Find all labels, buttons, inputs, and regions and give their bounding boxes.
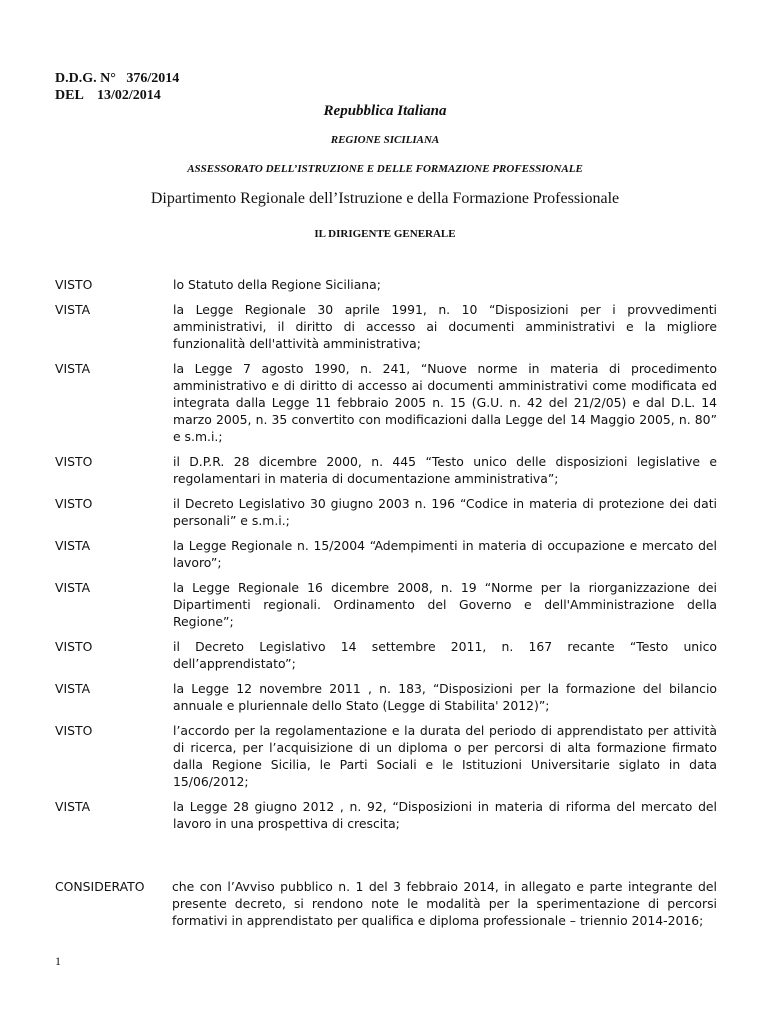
- republic-heading: Repubblica Italiana: [323, 103, 447, 119]
- preamble-label: VISTA: [55, 361, 91, 376]
- director-heading: IL DIRIGENTE GENERALE: [314, 228, 456, 240]
- preamble-item: [55, 798, 717, 832]
- region-heading: REGIONE SICILIANA: [330, 134, 440, 146]
- page-number: 1: [55, 954, 61, 968]
- considerato-label: CONSIDERATO: [55, 879, 145, 894]
- preamble-label: VISTA: [55, 681, 91, 696]
- preamble-item: [55, 680, 717, 714]
- preamble-label: VISTO: [55, 639, 93, 654]
- preamble-item: [55, 276, 717, 293]
- preamble-text: il Decreto Legislativo 30 giugno 2003 n. 196 “Codice in materia di protezione dei dati personali” e s.m.i.;: [173, 496, 717, 528]
- preamble-item: [55, 537, 717, 571]
- preamble-label: VISTA: [55, 799, 91, 814]
- department-heading: Dipartimento Regionale dell’Istruzione e della Formazione Professionale: [150, 190, 620, 207]
- preamble-text: l’accordo per la regolamentazione e la durata del periodo di apprendistato per attività di ricerca, per l’acquisizione di un diploma o per percorsi di alta formazione firmato dalla Regione Sicilia, le Parti Sociali e le Istituzioni Universitarie siglato in data 15/06/2012;: [173, 723, 717, 789]
- decree-number: D.D.G. N° 376/2014: [55, 71, 180, 86]
- considerato-text: che con l’Avviso pubblico n. 1 del 3 febbraio 2014, in allegato e parte integrante del presente decreto, si rendono note le modalità per la sperimentazione di percorsi formativi in apprendistato per qualifica e diploma professionale – triennio 2014-2016;: [172, 879, 717, 928]
- preamble-text: il Decreto Legislativo 14 settembre 2011, n. 167 recante “Testo unico dell’apprendistato”;: [173, 639, 717, 671]
- assessorato-heading: ASSESSORATO DELL’ISTRUZIONE E DELLE FORMAZIONE PROFESSIONALE: [187, 163, 583, 175]
- preamble-label: VISTA: [55, 302, 91, 317]
- preamble-label: VISTA: [55, 538, 91, 553]
- preamble-label: VISTO: [55, 496, 93, 511]
- preamble-item: [55, 495, 717, 529]
- preamble-item: [55, 360, 717, 445]
- preamble-label: VISTO: [55, 454, 93, 469]
- preamble-text: la Legge 12 novembre 2011 , n. 183, “Disposizioni per la formazione del bilancio annuale e pluriennale dello Stato (Legge di Stabilita' 2012)”;: [173, 681, 717, 713]
- preamble-item: [55, 301, 717, 352]
- preamble-text: la Legge 7 agosto 1990, n. 241, “Nuove norme in materia di procedimento amministrativo e di diritto di accesso ai documenti amministrativi come modificata ed integrata dalla Legge 11 febbraio 2005 n. 15 (G.U. n. 42 del 21/2/05) e dal D.L. 14 marzo 2005, n. 35 convertito con modificazioni dalla Legge del 14 Maggio 2005, n. 80” e s.m.i.;: [173, 361, 717, 444]
- considerato-item: [55, 878, 717, 929]
- preamble-item: [55, 453, 717, 487]
- decree-date: DEL 13/02/2014: [55, 88, 161, 103]
- preamble-label: VISTA: [55, 580, 91, 595]
- preamble-item: [55, 722, 717, 790]
- preamble-item: [55, 638, 717, 672]
- preamble-text: la Legge 28 giugno 2012 , n. 92, “Disposizioni in materia di riforma del mercato del lavoro in una prospettiva di crescita;: [173, 799, 717, 831]
- preamble-label: VISTO: [55, 723, 93, 738]
- preamble-text: lo Statuto della Regione Siciliana;: [173, 277, 381, 292]
- preamble-text: la Legge Regionale 16 dicembre 2008, n. 19 “Norme per la riorganizzazione dei Dipartimenti regionali. Ordinamento del Governo e dell'Amministrazione della Regione”;: [173, 580, 717, 629]
- preamble-item: [55, 579, 717, 630]
- preamble-text: la Legge Regionale n. 15/2004 “Adempimenti in materia di occupazione e mercato del lavoro”;: [173, 538, 717, 570]
- preamble-text: la Legge Regionale 30 aprile 1991, n. 10 “Disposizioni per i provvedimenti amministrativi, il diritto di accesso ai documenti amministrativi e la migliore funzionalità dell'attività amministrativa;: [173, 302, 717, 351]
- decree-reference: [55, 70, 179, 104]
- preamble-text: il D.P.R. 28 dicembre 2000, n. 445 “Testo unico delle disposizioni legislative e regolamentari in materia di documentazione amministrativa”;: [173, 454, 717, 486]
- preamble-list: [55, 276, 717, 832]
- preamble-label: VISTO: [55, 277, 93, 292]
